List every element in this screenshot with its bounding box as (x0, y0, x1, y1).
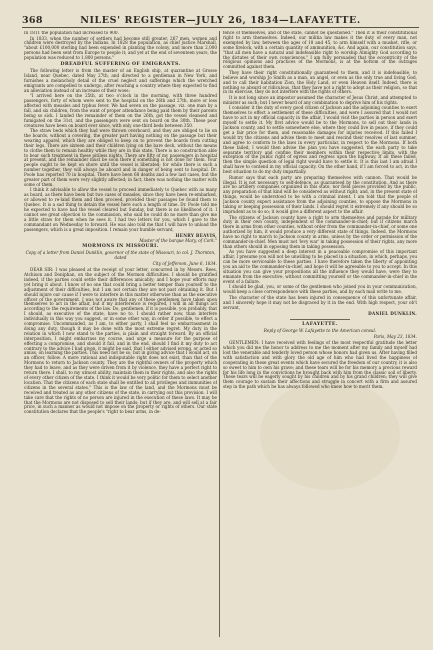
article-heading-emigrants: DREADFUL SUFFERING OF EMIGRANTS. (60, 62, 181, 68)
article-paragraph: GENTLEMEN: I have received with feelings of the most respectful gratitude the letter which you did me the honor to address to me the moment after my family and myself had lost the venerable and tenderly loved person whose honors had given us. After having filled with satisfaction and with glory the old age of him who had lived the happiness of cooperating in these great events which have secured the freedom of our country, it is also so sweet to him to own his grave; and these tears will be for his memory a precious reward for his life long in the convictions he brought back with him from the classic soil of liberty. These tears will be eagerly sought by his children and by his grand children; they will give them courage to sustain their affections and struggle in concert with a firm and assured step in the path which he has always followed who knew how to merit them. (223, 340, 417, 390)
left-column (24, 31, 217, 641)
running-head: NILES' REGISTER—JULY 26, 1834—LAFAYETTE. (80, 15, 361, 26)
article-paragraph: I think it advisable to allow the vessel to proceed immediately to Quebec with as many as board, as there have been but two cases of measles, since they have been re-embarked, or allowed to re-land them and then proceed, provided their passages be found them to Quebec. It is a sad thing to detain the vessel here such a length of time. Dr. Poole told me he expected to have had the vessel cleared but Sunday, but there is no likelihood of it. I cannot see great objection to the commission, who said he could do no more than give me a little straw for them when he sees it. I had two letters for you, which I gave to the commandant on Wednesday to forward. He was also told me that I will have to unload the passengers, which is a great imposition. I remain your humble servant, (24, 187, 217, 232)
article-paragraph: It is not long since an impostor assumed the character of Jesus Christ, and attempted to minister as such; but I never heard of any combination to deprive him of his rights. (223, 94, 417, 105)
article-paragraph: The straw beds which they had were thrown overboard, and they are obliged to lie on the boards, without a covering, the greater part having nothing on the passage but their wearing apparel, which they are obliged to keep on to prevent the boards from cutting their legs. There are sixteen and their children lying on the bare deck, without the means to clothe them to remain healthy while they are in this state. There is no construction able to bear such treatment in these pitiless nights. There are fifty of my passengers in hospital at present, and the remainder must be soon there if something is not done for them. Your people ought to be kept on shore until the vessel is liberated; for while there is such a number together, they will always be aboard and in danger of being sent to hospital. Dr. Poole has reported 70 in hospital. There have been 68 deaths and a few last cases, but the greater part of them were very slightly affected; in fact, there was nothing the matter with some of them. (24, 128, 217, 187)
signature: DANIEL DUNKLIN. (368, 310, 417, 316)
article-paragraph: I should be glad, you, or some of the gentlemen who joined you in your communication, would keep a close correspondence with these parties, and by each mail write to me. (223, 284, 417, 295)
intro-paragraph: In 1833, when the number of settlers had become still greater, 267 men, women and children were destroyed by the Indians. In 1828 the population, as chief justice Marshall, "about £100,000 sterling had been expended in planting the colony, and more than 2,000 persons had been sent from Europe to people it; and yet at the end of seventeen years, the population was reduced to 1,800 persons." (24, 35, 217, 61)
article-paragraph: I consider it the duty of every good citizen of Jackson and the adjoining counties to exert themselves to effect a settlement of these difficulties, and were I assured that I would not have to act in my official capacity in the affair, I would visit the parties in person and exert myself to settle it. My first advice would be to the Mormons, to sell out their lands in Jackson county, and to settle somewhere else, where they could live in peace, if they could get a fair price for them, and reasonable damages for injuries received. If this failed I would try the citizens and advise them to meet and rescind their resolves of last summer, and agree to conform to the laws in every particular, in respect to the Mormons. If both these failed, I would then advise the plan you have suggested, the each party to take separate territory and confine their members within their respective limits, with the exception of the public right of egress and regress upon the highway. If all these failed, then the simple question of legal right would have to settle it. It is this last I am afraid I shall have to contend in my official capacity. On the other hand, if I am forced to act, in the best situation to do my duty impartially. (223, 105, 417, 175)
article-paragraph: The following letter is from the master of an English ship, at quarantine at Grosse Island, near Quebec, dated May 27th, and directed to a gentleman in New York, and furnishes a melancholy detail of the cruel neglect and sufferings which the wretched emigrants are compelled to undergo, after reaching a country where they expected to find an alleviation instead of an increase of their woes: (24, 67, 217, 93)
page-number: 368 (22, 15, 43, 26)
article-paragraph: They have their right constitutionally guaranteed to them, and it is indefeasible, to believe and worship Jo Smith as a man, an angel, or even as the only true and living God, and to call their habitation Zion, the Holy Land, or even Heaven itself. Indeed, there is nothing so absurd or ridiculous, that they have not a right to adopt as their religion, so that in its exercise, they do not interfere with the rights of others. (223, 69, 417, 95)
article-paragraph: "I arrived here on the 25th, at two o'clock in the morning, with three hundred passengers, forty of whom were sent to the hospital on the 26th and 27th, more or less affected with measles and typhus fever. We had seven on the passage, viz. one man by a fall, and six children, from the want of proper attendance being paid them by their parents being so sick. I landed the remainder of them on the 26th, got the vessel cleansed and fumigated on the 31st, and the passengers were sent on board on the 30th. These poor creatures have been on board ever since, with only one-third beds between 350. (24, 93, 217, 128)
column-divider (219, 31, 220, 637)
intro-paragraph: In 1811 the population had increased to 900. (24, 31, 119, 35)
article-paragraph: As you have suggested a deep interest in a peaceable compromise of this important affair, I presume you will not be unwilling to be placed in a situation, in which, perhaps, you can be more serviceable to these parties. I have therefore taken the liberty of appointing you an aid to the commander-in-chief, and hope it will be agreeable to you to accept. In this situation you can give your propositions all the influence they would have, were they to emanate from the executive, without committing yourself or the commander-in-chief in the event of a failure. (223, 249, 417, 284)
signature-title: Master of the barque Mary, of Cork." (139, 237, 217, 243)
page-header (22, 15, 419, 28)
article-paragraph: The character of the state has been injured in consequence of this unfortunate affair, and I sincerely hope it may not be disgraced by it in the end. With high respect, your ob't servant, (223, 294, 417, 310)
article-intro: Copy of a letter from Daniel Dunklin, governor of the state of Missouri, to col. J. Thornton, dated (25, 250, 216, 261)
dateline: Paris, May 23, 1834. (373, 334, 417, 340)
article-subheading: Reply of George W. Lafayette to the American consul. (263, 328, 377, 334)
section-divider (290, 319, 350, 320)
article-heading-mormons: MORMONS IN MISSOURI. (82, 244, 159, 250)
article-paragraph: Rumor says that each party are preparing themselves with cannon. That would be illegal. It is not necessary to self-defence, as guaranteed by the constitution. And as there are no artillery companies organized in this state, nor field pieces provided by the public, any preparation of that kind will be considered as without right; and, in the present state of things, would be understood to be with a criminal intent. I am told that the people of Jackson county expect assistance from the adjoining counties, to oppose the Mormons in taking or keeping possession of their lands. I should regret it extremely if any should be so imprudent as to do so; it would give a different aspect to the affair. (223, 174, 417, 214)
article-paragraph: DEAR SIR: I was pleased at the receipt of your letter, concurred in by Messrs. Rees, Atchison and Doniphan, on the subject of the Mormon difficulties. I should be gratified indeed, if the parties could settle their differences amicably; and I hope your efforts may yet bring it about. I know of no one that could bring a better temper than yourself to the adjustment of their difficulties, but I am not certain they are not past obtaining it. But I should injure our cause if I were to interfere in this matter otherwise than as the executive officer of the government. I was not aware that any of these gentlemen have taken upon themselves to act in the affair, but if my interference is required, I will in all things act according to the requirements of the law. Do, gentlemen, if it is possible, you probably, that I should, as executive of the state, have no to. I should rather now, than interfere individually in this way you suggest, or in some other way, in order if possible, to effect a compromise. Uncommanded, as I am, to either party, I shall feel no embarrassment in doing any duty, though it may be done with the most extreme regret. My duty in the relation in which I now stand to the parties, is plain and straight forward. By an official interposition, I might embarrass my course, and urge a measure for the purpose of effecting a compromise, and should it fail, and in the end, should I find it my duty to act contrary to the advice I had given, it might be said, that I either advised wrong, or acted so amiss, on learning the parties. This need not be so, but in giving advice that I would act, on an officer, follow. A more rational and indisputable right does not exist, than that of the Mormons to return to Jackson county. They are the rightful owners of the property which they had to leave, and as they were driven from it by violence, they have a perfect right to return there. I shall, to my utmost ability, maintain them in their rights, and also the rights of every other citizen of the state. I think it would be very politic for them to select another location. That the citizens of each state shall be entitled to all privileges and immunities of citizens in the several states." This is the law of the land, and the Mormons must be received and treated as any other citizens of the state, in carrying out this provision. I will take care that the rights of no person are injured in the execution of these laws. It may be that the Mormons are not disposed to sell their lands; but if they are, and will sell at a fair price, in such a manner as would not impose on the property or rights of others. Our state constitution declares that the people's "right to bear arms, in de- (24, 267, 217, 415)
article-paragraph: The citizens of Jackson county have a right to arm themselves and parade for military duty in their own county, independent of the commander-in-chief; but if citizens march there in arms from other counties, without order from the commander-in-chief, or some one authorized by him, it would produce a very different state of things. Indeed, the Mormons have no right to march to Jackson county in arms, unless by the order or permission of the commander-in-chief. Men must not 'levy war' in taking possession of their rights, any more than others should in opposing them in taking possession. (223, 214, 417, 249)
right-column (223, 31, 417, 641)
article-heading-lafayette: LAFAYETTE. (302, 322, 338, 328)
article-paragraph: fence of themselves, and of the state, cannot be questioned." Then it is their constitutional right to arm themselves. Indeed, our militia law makes it the duty of every man, not exempted by law, between the ages of 18 and 45, to arm himself with a musket, rifle, or some firelock, with a certain quantity of ammunition, &c. And again, our constitution says, "that all men have a natural and indefeasible right to worship Almighty God according to the dictates of their own consciences." I am fully persuaded that the eccentricity of the religious opinions and practices of the Mormons, is at the bottom of the outrages committed against them. (223, 31, 417, 70)
dateline: City of Jefferson, June 6, 1834. (152, 261, 217, 267)
signature: HENRY BEAVIS, (175, 232, 217, 238)
